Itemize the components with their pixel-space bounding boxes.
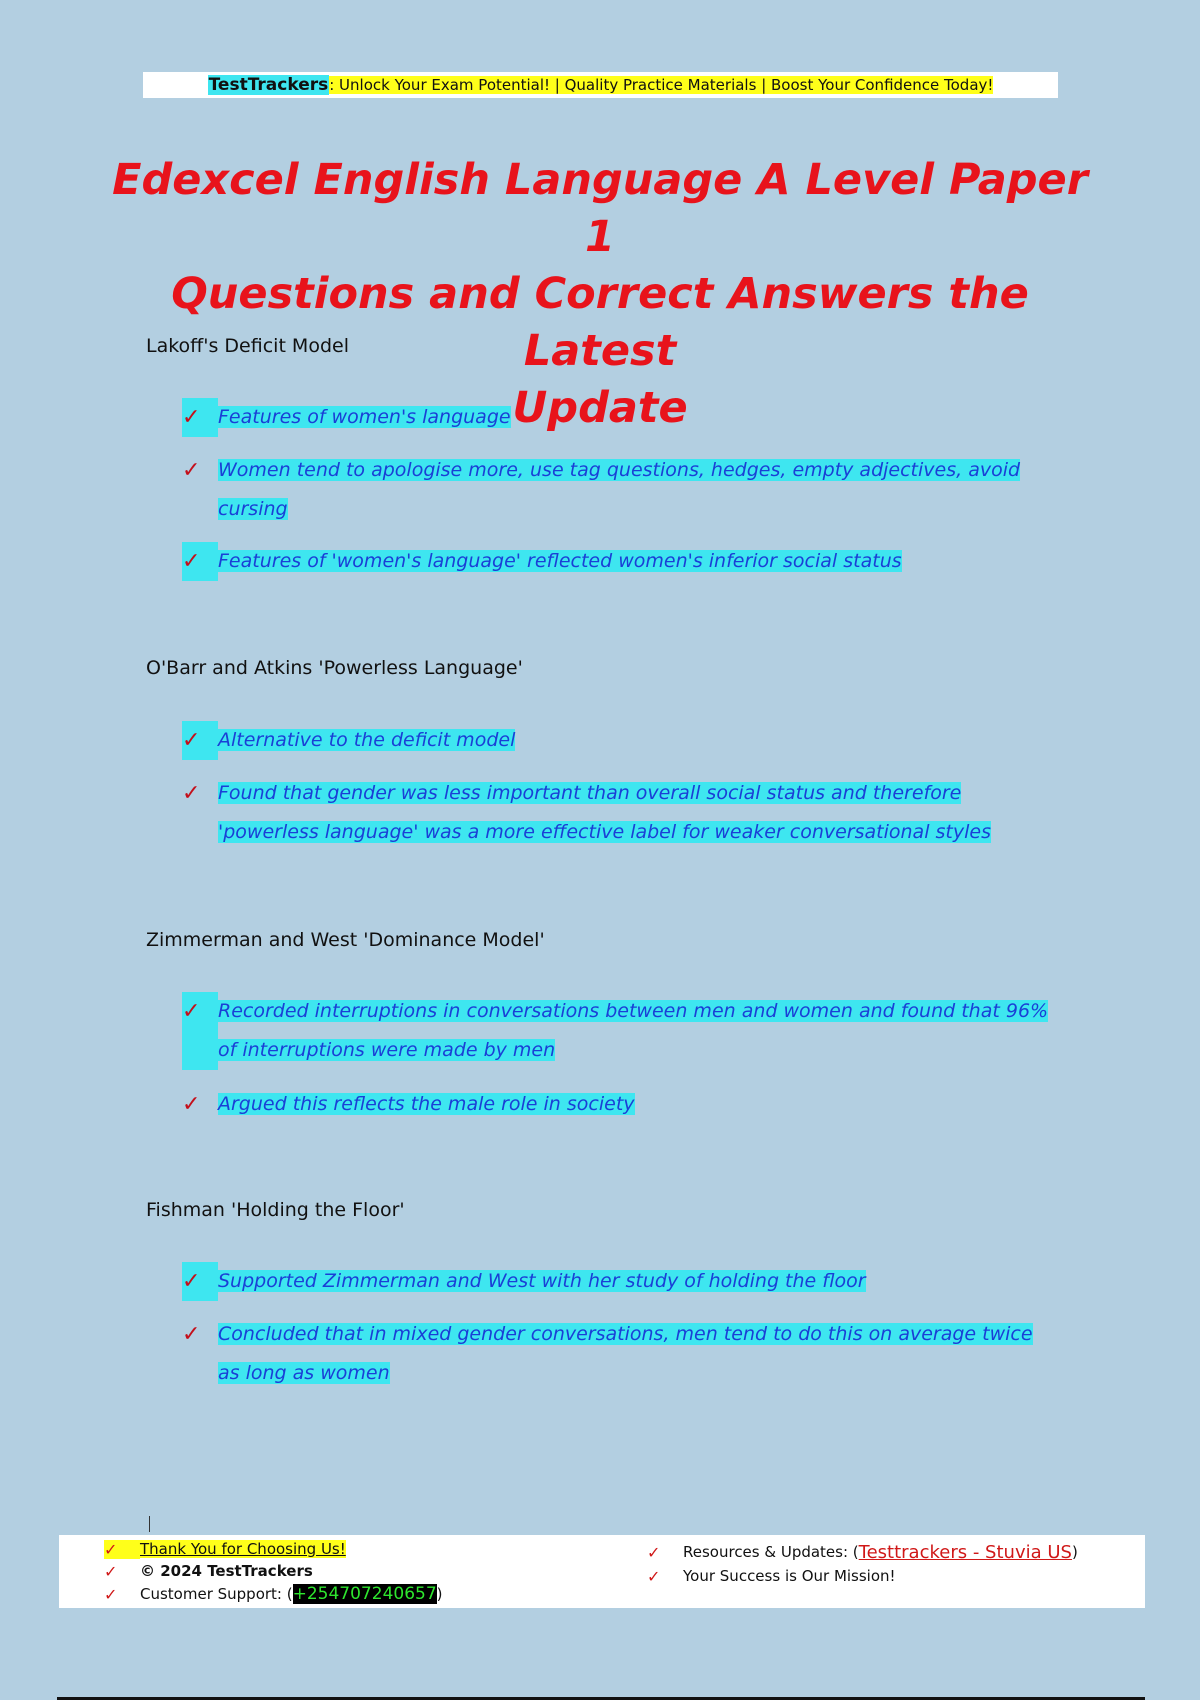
bullet-item [182, 542, 1052, 581]
bullet-item [182, 774, 1052, 852]
check-icon: ✓ [647, 1542, 661, 1562]
bullet-text: Recorded interruptions in conversations between men and women and found that 96% of interruptions were made by men [218, 1000, 1049, 1061]
page-title [100, 152, 1100, 437]
bullet-text: Features of women's language [218, 406, 511, 428]
footer-mission [647, 1565, 896, 1587]
check-icon: ✓ [104, 1584, 118, 1604]
check-icon: ✓ [104, 1540, 140, 1559]
thanks-text: Thank You for Choosing Us! [140, 1540, 346, 1558]
bullet-text: Concluded that in mixed gender conversations, men tend to do this on average twice as long as women [218, 1323, 1033, 1384]
text-cursor [149, 1516, 150, 1532]
title-line: Questions and Correct Answers the Latest [171, 269, 1029, 376]
check-icon: ✓ [647, 1566, 661, 1586]
bullet-text: Features of 'women's language' reflected women's inferior social status [218, 550, 902, 572]
copyright-text: © 2024 TestTrackers [140, 1562, 313, 1580]
bullet-text: Found that gender was less important than overall social status and therefore 'powerless language' was a more effective label for weaker conversational styles [218, 782, 991, 843]
resources-link[interactable]: Testtrackers - Stuvia US [858, 1541, 1072, 1563]
banner-tagline: : Unlock Your Exam Potential! | Quality Practice Materials | Boost Your Confidence Today! [329, 76, 994, 94]
title-line: Update [512, 383, 688, 433]
check-icon: ✓ [182, 458, 201, 483]
bullet-text: Alternative to the deficit model [218, 729, 516, 751]
footer [59, 1535, 1145, 1608]
bullet-item [182, 1085, 1052, 1124]
support-phone[interactable]: +254707240657 [292, 1584, 437, 1604]
bullet-item [182, 1315, 1052, 1393]
check-icon: ✓ [182, 1092, 201, 1117]
check-icon: ✓ [104, 1561, 118, 1581]
section-heading: Fishman 'Holding the Floor' [146, 1199, 405, 1221]
bullet-item [182, 992, 1052, 1070]
check-icon: ✓ [182, 398, 218, 437]
check-icon: ✓ [182, 721, 218, 760]
check-icon: ✓ [182, 542, 218, 581]
section-heading: O'Barr and Atkins 'Powerless Language' [146, 657, 523, 679]
check-icon: ✓ [182, 781, 201, 806]
paren: ) [1071, 1543, 1078, 1561]
title-line: Edexcel English Language A Level Paper 1 [112, 155, 1088, 262]
bullet-text: Supported Zimmerman and West with her study of holding the floor [218, 1270, 866, 1292]
promo-banner [143, 72, 1058, 98]
check-icon: ✓ [182, 1322, 201, 1347]
mission-text: Your Success is Our Mission! [683, 1567, 896, 1585]
paren: ) [436, 1585, 443, 1603]
footer-copyright [104, 1560, 313, 1582]
check-icon: ✓ [182, 992, 218, 1070]
bullet-item [182, 1262, 1052, 1301]
check-icon: ✓ [182, 1262, 218, 1301]
section-heading: Zimmerman and West 'Dominance Model' [146, 929, 545, 951]
resources-label: Resources & Updates: ( [683, 1543, 859, 1561]
footer-resources [647, 1541, 1078, 1563]
bullet-text: Argued this reflects the male role in society [218, 1093, 635, 1115]
footer-support [104, 1583, 443, 1605]
support-label: Customer Support: ( [140, 1585, 293, 1603]
bullet-item [182, 451, 1052, 529]
brand-name: TestTrackers [208, 75, 329, 95]
section-heading: Lakoff's Deficit Model [146, 335, 349, 357]
bullet-item [182, 721, 1052, 760]
bullet-text: Women tend to apologise more, use tag questions, hedges, empty adjectives, avoid cursing [218, 459, 1021, 520]
footer-thanks [104, 1538, 346, 1560]
bullet-item [182, 398, 1052, 437]
